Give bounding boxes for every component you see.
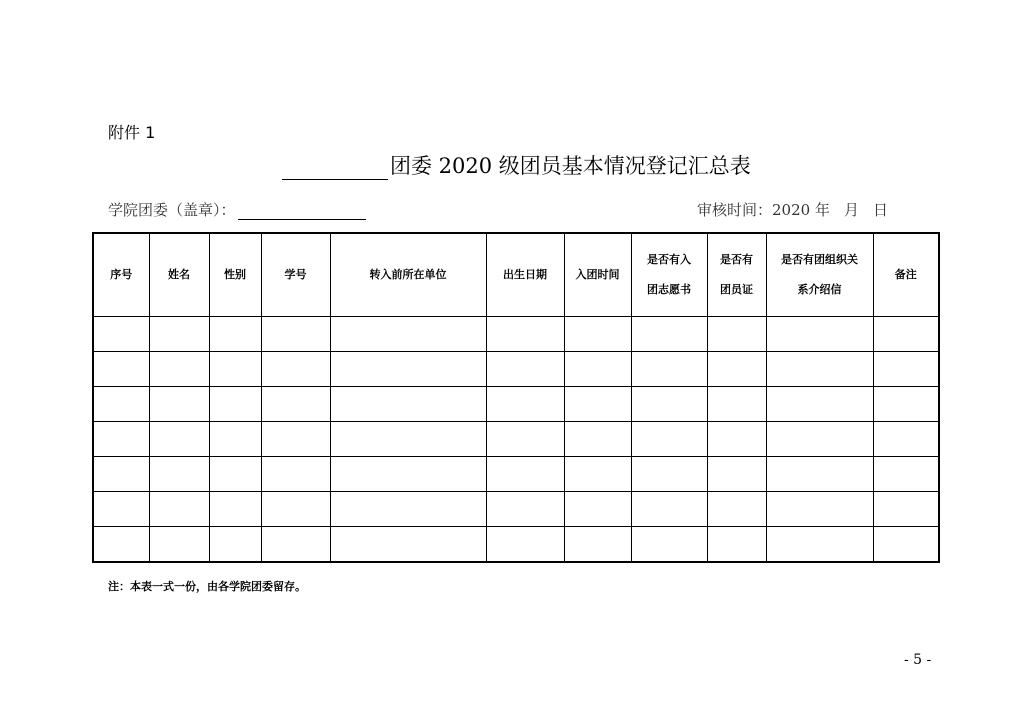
table-cell[interactable] (766, 527, 873, 563)
table-cell[interactable] (149, 492, 209, 527)
table-cell[interactable] (564, 317, 631, 352)
column-header (93, 233, 149, 317)
column-header-line1: 姓名 (168, 268, 190, 281)
table-cell[interactable] (564, 352, 631, 387)
table-cell[interactable] (631, 527, 707, 563)
table-cell[interactable] (330, 352, 486, 387)
column-header-line1: 转入前所在单位 (369, 268, 447, 281)
table-cell[interactable] (631, 387, 707, 422)
table-cell[interactable] (707, 457, 766, 492)
table-cell[interactable] (261, 457, 330, 492)
table-cell[interactable] (486, 317, 564, 352)
table-row (93, 422, 939, 457)
table-cell[interactable] (766, 352, 873, 387)
column-header-line1: 是否有 (720, 253, 753, 266)
review-label: 审核时间： (697, 201, 773, 219)
table-cell[interactable] (766, 317, 873, 352)
table-cell[interactable] (631, 317, 707, 352)
table-cell[interactable] (209, 527, 261, 563)
column-header-line1: 序号 (110, 268, 133, 281)
column-header-line1: 备注 (894, 268, 917, 281)
table-row (93, 527, 939, 563)
table-cell[interactable] (261, 527, 330, 563)
table-cell[interactable] (149, 457, 209, 492)
table-cell[interactable] (261, 317, 330, 352)
column-header-line2: 系介绍信 (797, 283, 842, 296)
table-cell[interactable] (330, 457, 486, 492)
table-cell[interactable] (209, 317, 261, 352)
stamp-line (108, 199, 366, 220)
table-cell[interactable] (766, 492, 873, 527)
table-cell[interactable] (330, 317, 486, 352)
table-cell[interactable] (564, 527, 631, 563)
table-cell[interactable] (486, 422, 564, 457)
review-day: 日 (872, 201, 888, 219)
table-cell[interactable] (564, 457, 631, 492)
table-cell[interactable] (873, 527, 939, 563)
table-cell[interactable] (93, 352, 149, 387)
table-row (93, 387, 939, 422)
table-cell[interactable] (209, 352, 261, 387)
column-header-line1: 是否有团组织关 (781, 253, 858, 266)
table-cell[interactable] (766, 457, 873, 492)
table-cell[interactable] (149, 422, 209, 457)
header-row (93, 233, 939, 317)
table-cell[interactable] (486, 457, 564, 492)
table-cell[interactable] (93, 317, 149, 352)
table-cell[interactable] (564, 422, 631, 457)
table-cell[interactable] (766, 422, 873, 457)
table-cell[interactable] (707, 492, 766, 527)
table-cell[interactable] (93, 527, 149, 563)
table-cell[interactable] (209, 387, 261, 422)
table-cell[interactable] (261, 492, 330, 527)
table-cell[interactable] (149, 352, 209, 387)
review-month: 月 (843, 201, 859, 219)
table-cell[interactable] (707, 422, 766, 457)
table-cell[interactable] (631, 492, 707, 527)
table-row (93, 352, 939, 387)
column-header-line2: 团志愿书 (647, 283, 691, 296)
column-header (261, 233, 330, 317)
column-header (873, 233, 939, 317)
table-cell[interactable] (873, 457, 939, 492)
registration-table (92, 232, 940, 563)
table-cell[interactable] (707, 527, 766, 563)
table-cell[interactable] (149, 387, 209, 422)
column-header (631, 233, 707, 317)
table-cell[interactable] (93, 422, 149, 457)
title-blank-line (282, 155, 388, 180)
table-cell[interactable] (873, 492, 939, 527)
footnote: 注：本表一式一份，由各学院团委留存。 (108, 580, 306, 593)
table-cell[interactable] (486, 387, 564, 422)
stamp-blank-line (238, 201, 366, 220)
table-cell[interactable] (707, 317, 766, 352)
attachment-label: 附件 1 (108, 123, 156, 142)
table-row (93, 457, 939, 492)
table-cell[interactable] (330, 492, 486, 527)
table-cell[interactable] (707, 387, 766, 422)
column-header-line1: 学号 (284, 268, 307, 281)
table-cell[interactable] (261, 352, 330, 387)
page-number: - 5 - (904, 652, 932, 668)
column-header (486, 233, 564, 317)
table-cell[interactable] (149, 527, 209, 563)
table-cell[interactable] (209, 422, 261, 457)
title-text: 团委 2020 级团员基本情况登记汇总表 (390, 154, 751, 178)
page-title (282, 150, 751, 180)
table-cell[interactable] (261, 387, 330, 422)
table-cell[interactable] (486, 352, 564, 387)
table-cell[interactable] (149, 317, 209, 352)
column-header (330, 233, 486, 317)
table-row (93, 492, 939, 527)
table-cell[interactable] (486, 527, 564, 563)
table-cell[interactable] (707, 352, 766, 387)
column-header-line2: 团员证 (720, 283, 753, 296)
table-cell[interactable] (564, 492, 631, 527)
table-cell[interactable] (873, 317, 939, 352)
column-header-line1: 出生日期 (503, 268, 547, 281)
table-cell[interactable] (873, 422, 939, 457)
column-header (209, 233, 261, 317)
column-header-line1: 性别 (224, 268, 246, 281)
column-header (707, 233, 766, 317)
table-cell[interactable] (486, 492, 564, 527)
column-header (149, 233, 209, 317)
table-cell[interactable] (93, 387, 149, 422)
table-cell[interactable] (261, 422, 330, 457)
table-cell[interactable] (766, 387, 873, 422)
column-header-line1: 是否有入 (647, 253, 691, 266)
table-cell[interactable] (209, 457, 261, 492)
table-cell[interactable] (330, 422, 486, 457)
column-header-line1: 入团时间 (575, 268, 620, 281)
column-header (766, 233, 873, 317)
review-time (697, 199, 902, 220)
table-cell[interactable] (631, 352, 707, 387)
table-cell[interactable] (564, 387, 631, 422)
column-header (564, 233, 631, 317)
table-cell[interactable] (873, 387, 939, 422)
table-cell[interactable] (631, 457, 707, 492)
table-cell[interactable] (873, 352, 939, 387)
table-body (93, 317, 939, 563)
table-cell[interactable] (330, 527, 486, 563)
review-year: 2020 年 (772, 201, 830, 219)
table-cell[interactable] (330, 387, 486, 422)
stamp-label: 学院团委（盖章）： (108, 201, 236, 219)
table-cell[interactable] (93, 492, 149, 527)
table-row (93, 317, 939, 352)
table-cell[interactable] (93, 457, 149, 492)
table-cell[interactable] (631, 422, 707, 457)
table-cell[interactable] (209, 492, 261, 527)
